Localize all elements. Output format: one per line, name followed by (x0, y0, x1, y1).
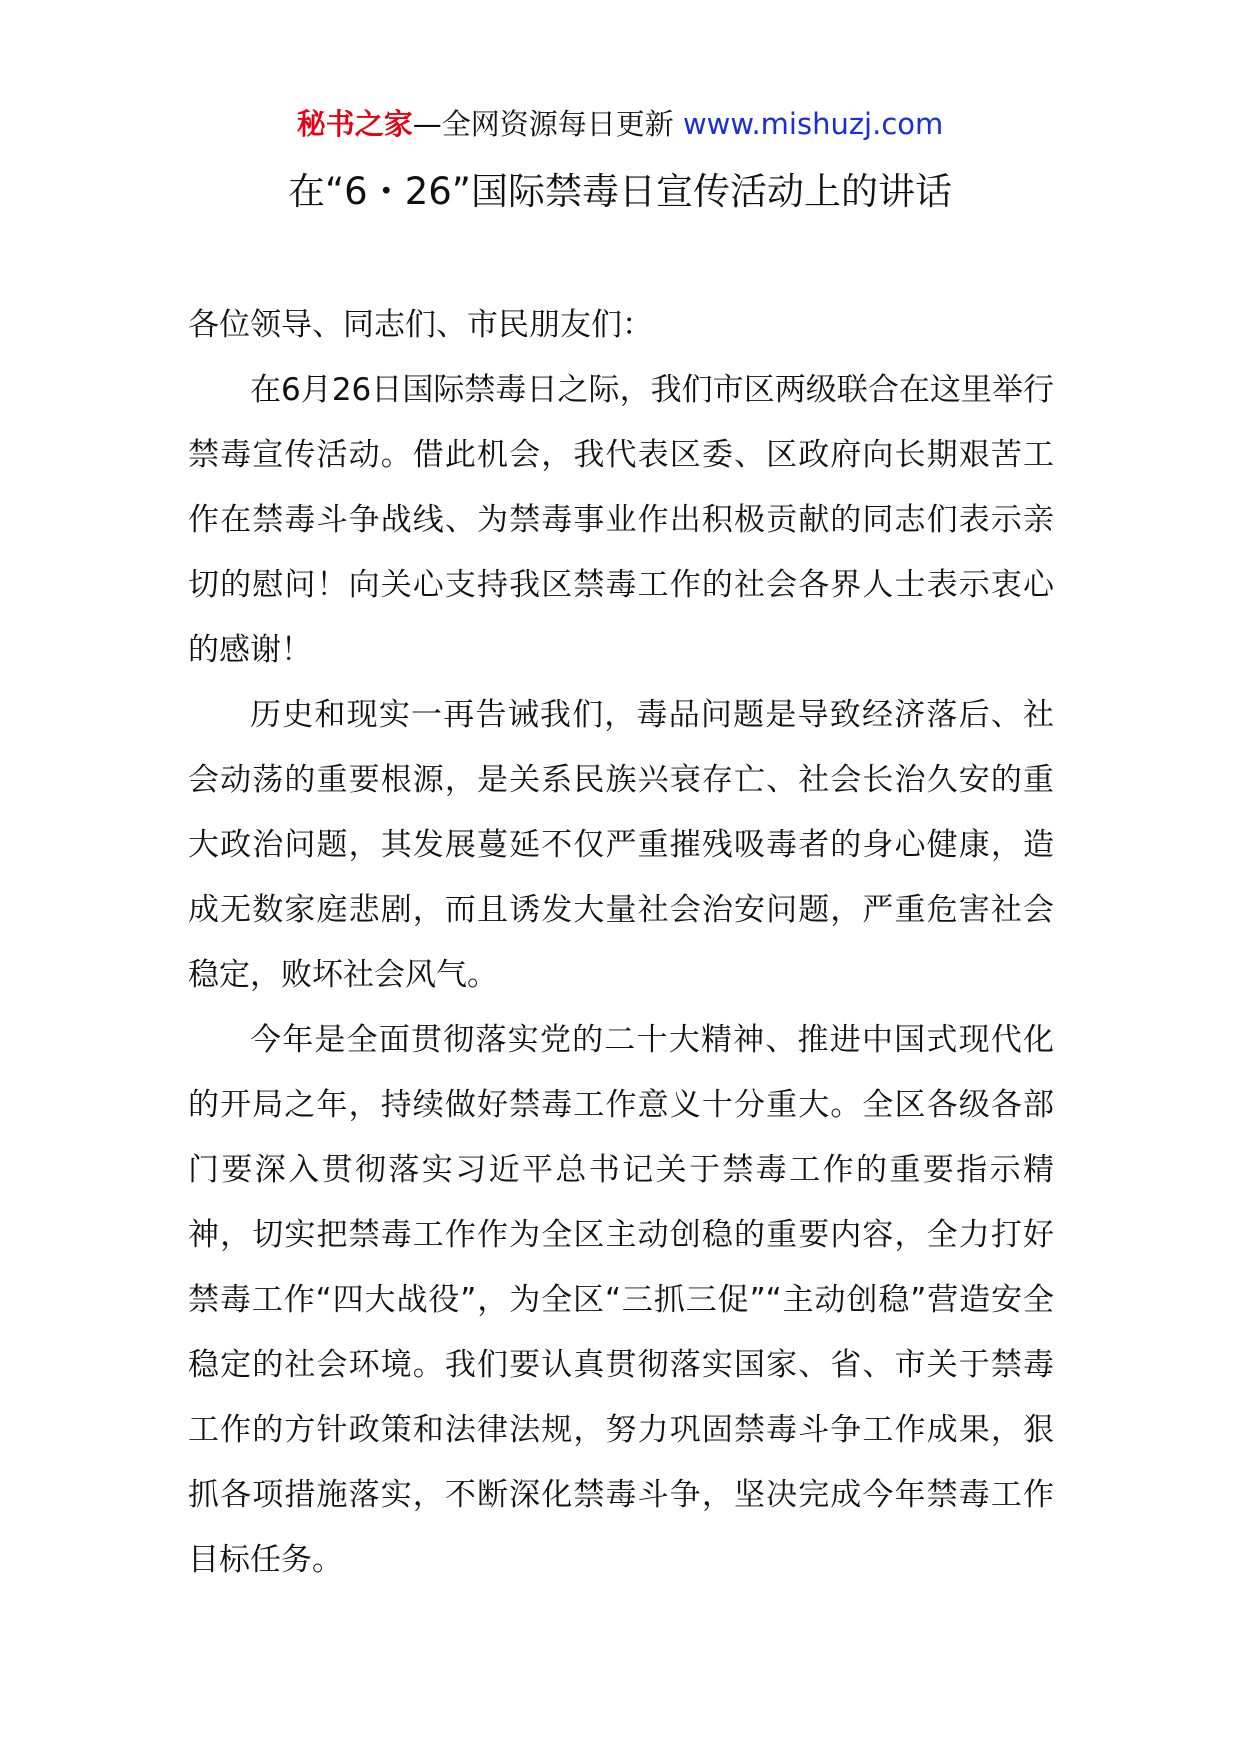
paragraph: 在6月26日国际禁毒日之际，我们市区两级联合在这里举行禁毒宣传活动。借此机会，我代表区委、区政府向长期艰苦工作在禁毒斗争战线、为禁毒事业作出积极贡献的同志们表示亲切的慰问！向关心支持我区禁毒工作的社会各界人士表示衷心的感谢！ (188, 372, 1054, 668)
document-body (188, 293, 1054, 1593)
header-tagline: —全网资源每日更新 (412, 107, 683, 141)
salutation: 各位领导、同志们、市民朋友们： (188, 307, 653, 343)
brand-name: 秘书之家 (296, 107, 413, 141)
document-title: 在“6・26”国际禁毒日宣传活动上的讲话 (288, 170, 952, 213)
paragraph: 今年是全面贯彻落实党的二十大精神、推进中国式现代化的开局之年，持续做好禁毒工作意义十分重大。全区各级各部门要深入贯彻落实习近平总书记关于禁毒工作的重要指示精神，切实把禁毒工作作为全区主动创稳的重要内容，全力打好禁毒工作“四大战役”，为全区“三抓三促”“主动创稳”营造安全稳定的社会环境。我们要认真贯彻落实国家、省、市关于禁毒工作的方针政策和法律法规，努力巩固禁毒斗争工作成果，狠抓各项措施落实，不断深化禁毒斗争，坚决完成今年禁毒工作目标任务。 (188, 1022, 1054, 1578)
paragraph: 历史和现实一再告诫我们，毒品问题是导致经济落后、社会动荡的重要根源，是关系民族兴衰存亡、社会长治久安的重大政治问题，其发展蔓延不仅严重摧残吸毒者的身心健康，造成无数家庭悲剧，而且诱发大量社会治安问题，严重危害社会稳定，败坏社会风气。 (188, 697, 1054, 993)
site-header (0, 104, 1240, 144)
site-url-link[interactable]: www.mishuzj.com (682, 107, 944, 141)
